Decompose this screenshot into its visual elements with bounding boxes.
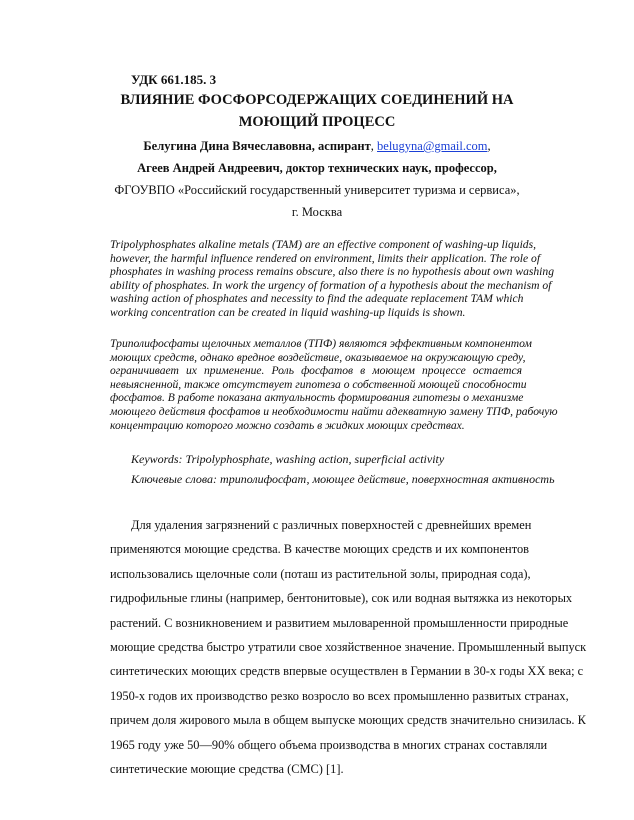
- body-line: причем доля жирового мыла в общем выпуске моющих средств значительно снизилась. К: [110, 713, 586, 728]
- abstract-line: фосфатов. В работе показана актуальность формирования гипотезы о механизме: [110, 391, 524, 405]
- abstract-line: ability of phosphates. In work the urgency of formation of a hypothesis about the mechanism of: [110, 278, 552, 292]
- author-1: Белугина Дина Вячеславовна, аспирант: [143, 139, 371, 153]
- abstract-line: Tripolyphosphates alkaline metals (TAM) are an effective component of washing-up liquids,: [110, 238, 537, 251]
- abstract-line: моющего действия фосфатов и необходимости найти адекватную замену ТПФ, рабочую: [110, 404, 558, 418]
- keywords-russian: Ключевые слова: триполифосфат, моющее действие, поверхностная активность: [131, 472, 555, 486]
- body-line: применяются моющие средства. В качестве моющих средств и их компонентов: [110, 542, 529, 557]
- body-paragraph: [110, 513, 587, 781]
- body-line: растений. С возникновением и развитием мыловаренной промышленности природные: [110, 615, 569, 630]
- body-line: использовались щелочные соли (поташ из растительной золы, природная сода),: [110, 566, 531, 581]
- affiliation: ФГОУВПО «Российский государственный университет туризма и сервиса»,: [114, 183, 520, 197]
- title-line: МОЮЩИЙ ПРОЦЕСС: [238, 114, 396, 130]
- abstract-line: невыясненной, также отсутствует гипотеза о собственной моющей способности: [110, 377, 527, 391]
- udk-code: УДК 661.185. 3: [131, 72, 217, 87]
- body-line: 1950-х годов их производство резко возросло во всех промышленно развитых странах,: [110, 688, 569, 703]
- abstract-line: концентрацию которого можно создать в жидких моющих средствах.: [110, 418, 465, 432]
- abstract-line: phosphates in washing process remains obscure, also there is no hypothesis about own washing: [110, 265, 554, 279]
- author-email-link[interactable]: belugyna@gmail.com: [377, 139, 488, 153]
- body-line: гидрофильные глины (например, бентонитовые), сок или водная вытяжка из некоторых: [110, 591, 573, 606]
- abstract-line: моющих средств, однако вредное воздействие, оказываемое на окружающую среду,: [110, 350, 526, 364]
- city: г. Москва: [291, 205, 343, 219]
- abstract-line: however, the harmful influence rendered on environment, limits their application. The role of: [110, 251, 541, 265]
- author-2: Агеев Андрей Андреевич, доктор технических наук, профессор,: [137, 161, 497, 175]
- body-line: 1965 году уже 50—90% общего объема производства в многих странах составляли: [110, 737, 548, 752]
- abstract-english: [110, 238, 554, 320]
- abstract-line: Триполифосфаты щелочных металлов (ТПФ) являются эффективным компонентом: [110, 337, 532, 350]
- keywords-english: Keywords: Tripolyphosphate, washing action, superficial activity: [131, 452, 445, 466]
- abstract-russian: [110, 337, 558, 432]
- abstract-line: washing action of phosphates and necessity to find the adequate replacement TAM which: [110, 292, 524, 306]
- body-line: синтетических моющих средств впервые осуществлен в Германии в 30-х годы XX века; с: [110, 664, 584, 679]
- body-line: моющие средства быстро утратили свое хозяйственное значение. Промышленный выпуск: [110, 640, 587, 655]
- body-line: синтетические моющие средства (СМС) [1].: [110, 762, 344, 777]
- abstract-line: ограничивает их применение. Роль фосфатов в моющем процессе остается: [110, 364, 522, 378]
- author-line-1: Белугина Дина Вячеславовна, аспирант, belugyna@gmail.com,: [143, 139, 491, 153]
- title-line: ВЛИЯНИЕ ФОСФОРСОДЕРЖАЩИХ СОЕДИНЕНИЙ НА: [120, 92, 514, 108]
- body-line: Для удаления загрязнений с различных поверхностей с древнейших времен: [131, 518, 532, 532]
- abstract-line: working concentration can be created in liquid washing-up liquids is shown.: [110, 305, 466, 319]
